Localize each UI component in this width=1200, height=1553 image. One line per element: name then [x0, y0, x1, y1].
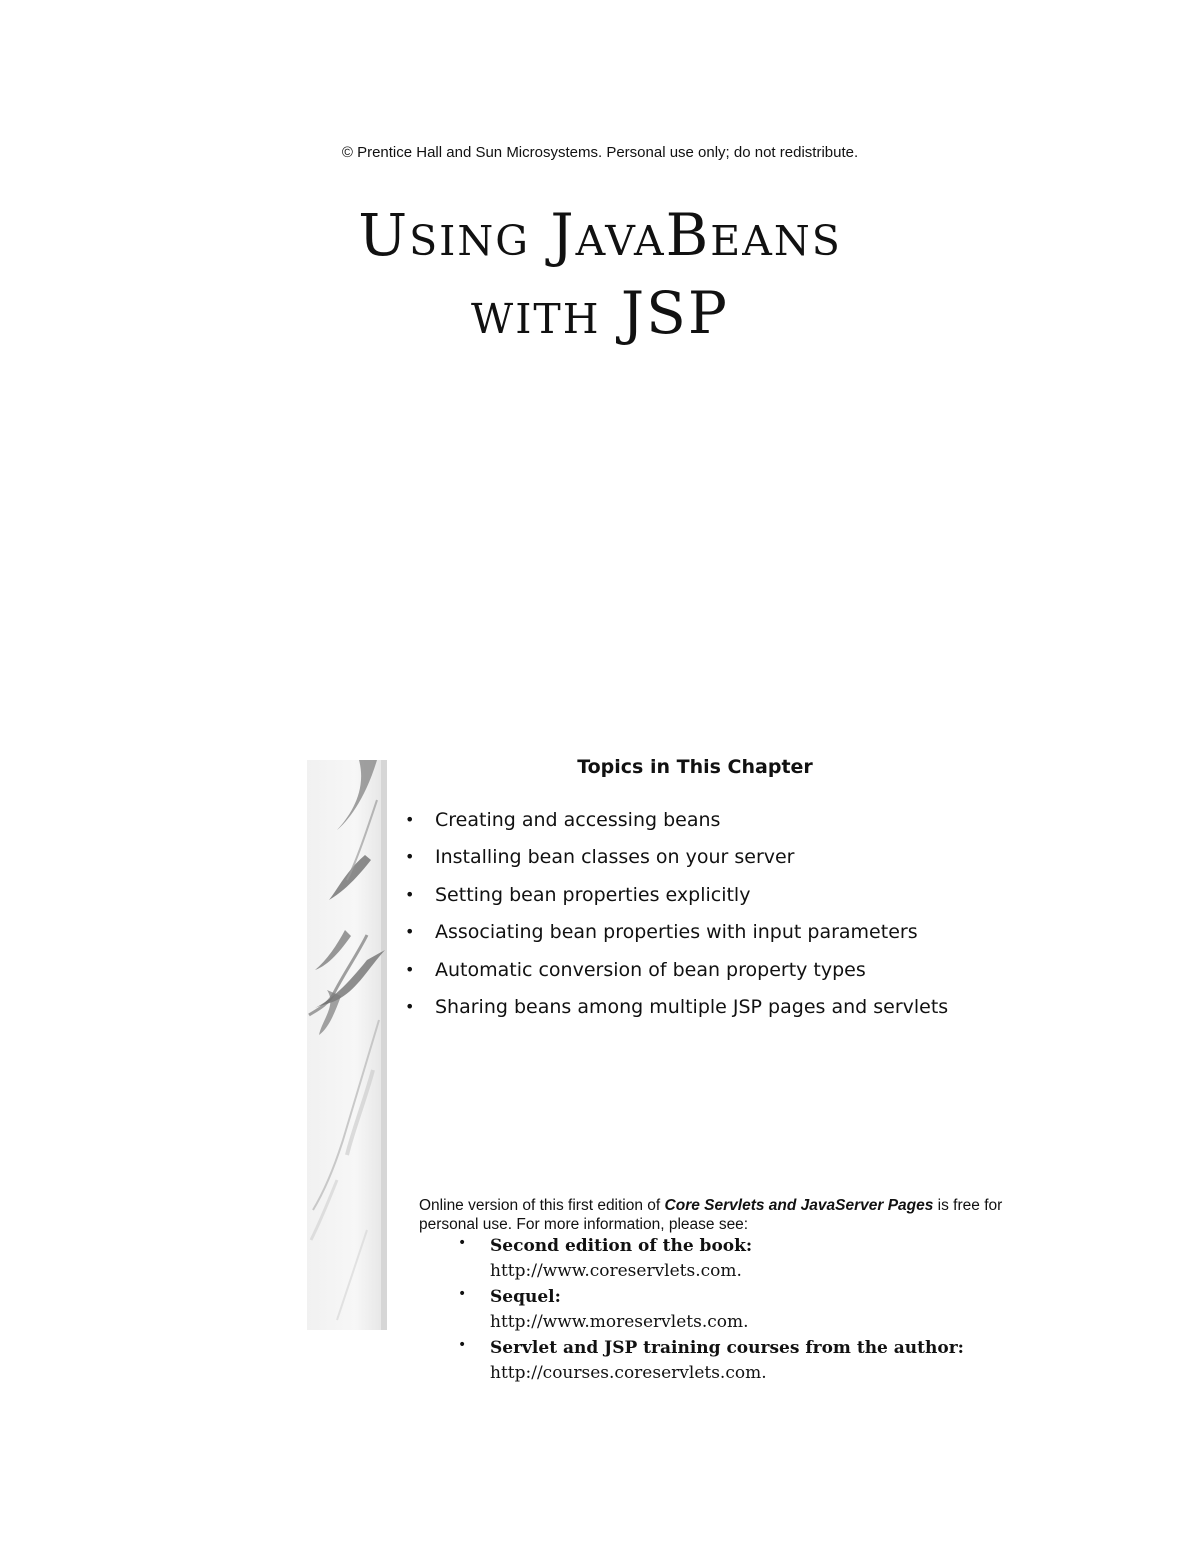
topic-item-text: Installing bean classes on your server [435, 846, 795, 869]
resource-link[interactable]: http://courses.coreservlets.com. [490, 1363, 767, 1383]
resource-label: Sequel: [490, 1287, 561, 1307]
chapter-title-line-2: with JSP [471, 279, 729, 347]
online-note-suffix: is free for personal use. For more information, please see: [419, 1197, 1003, 1233]
marble-texture-strip [307, 760, 387, 1330]
copyright-notice: © Prentice Hall and Sun Microsystems. Personal use only; do not redistribute. [341, 144, 859, 161]
resource-link[interactable]: http://www.moreservlets.com. [490, 1312, 749, 1332]
bullet-icon: • [405, 847, 415, 867]
topic-item-text: Automatic conversion of bean property types [435, 958, 866, 981]
resource-list [458, 1234, 964, 1387]
book-title: Core Servlets and JavaServer Pages [664, 1197, 934, 1214]
resource-label: Second edition of the book: [490, 1236, 753, 1256]
bullet-icon: • [458, 1235, 467, 1251]
topic-item [405, 881, 948, 918]
resource-link[interactable]: http://www.coreservlets.com. [490, 1261, 742, 1281]
bullet-icon: • [458, 1337, 467, 1353]
bullet-icon: • [405, 922, 415, 942]
topic-item-text: Sharing beans among multiple JSP pages and servlets [435, 995, 949, 1018]
bullet-icon: • [405, 996, 415, 1016]
bullet-icon: • [405, 884, 415, 904]
topic-item-text: Creating and accessing beans [435, 809, 721, 831]
topics-list [405, 806, 948, 1030]
topic-item [405, 806, 948, 843]
topic-item-text: Associating bean properties with input parameters [435, 921, 918, 944]
topic-item [405, 956, 948, 993]
bullet-icon: • [405, 810, 415, 829]
topic-item [405, 843, 948, 880]
topics-heading: Topics in This Chapter [577, 756, 813, 778]
topic-item-text: Setting bean properties explicitly [435, 883, 751, 906]
resource-item [458, 1336, 964, 1387]
bullet-icon: • [458, 1286, 467, 1302]
bullet-icon: • [405, 959, 415, 979]
online-version-note [419, 1196, 1059, 1234]
chapter-title [0, 196, 1200, 352]
resource-item [458, 1234, 964, 1285]
topic-item [405, 918, 948, 955]
topic-item [405, 993, 948, 1030]
resource-item [458, 1285, 964, 1336]
online-note-prefix: Online version of this first edition of [419, 1197, 665, 1214]
chapter-title-line-1: Using JavaBeans [358, 201, 842, 269]
resource-label: Servlet and JSP training courses from the author: [490, 1338, 964, 1358]
